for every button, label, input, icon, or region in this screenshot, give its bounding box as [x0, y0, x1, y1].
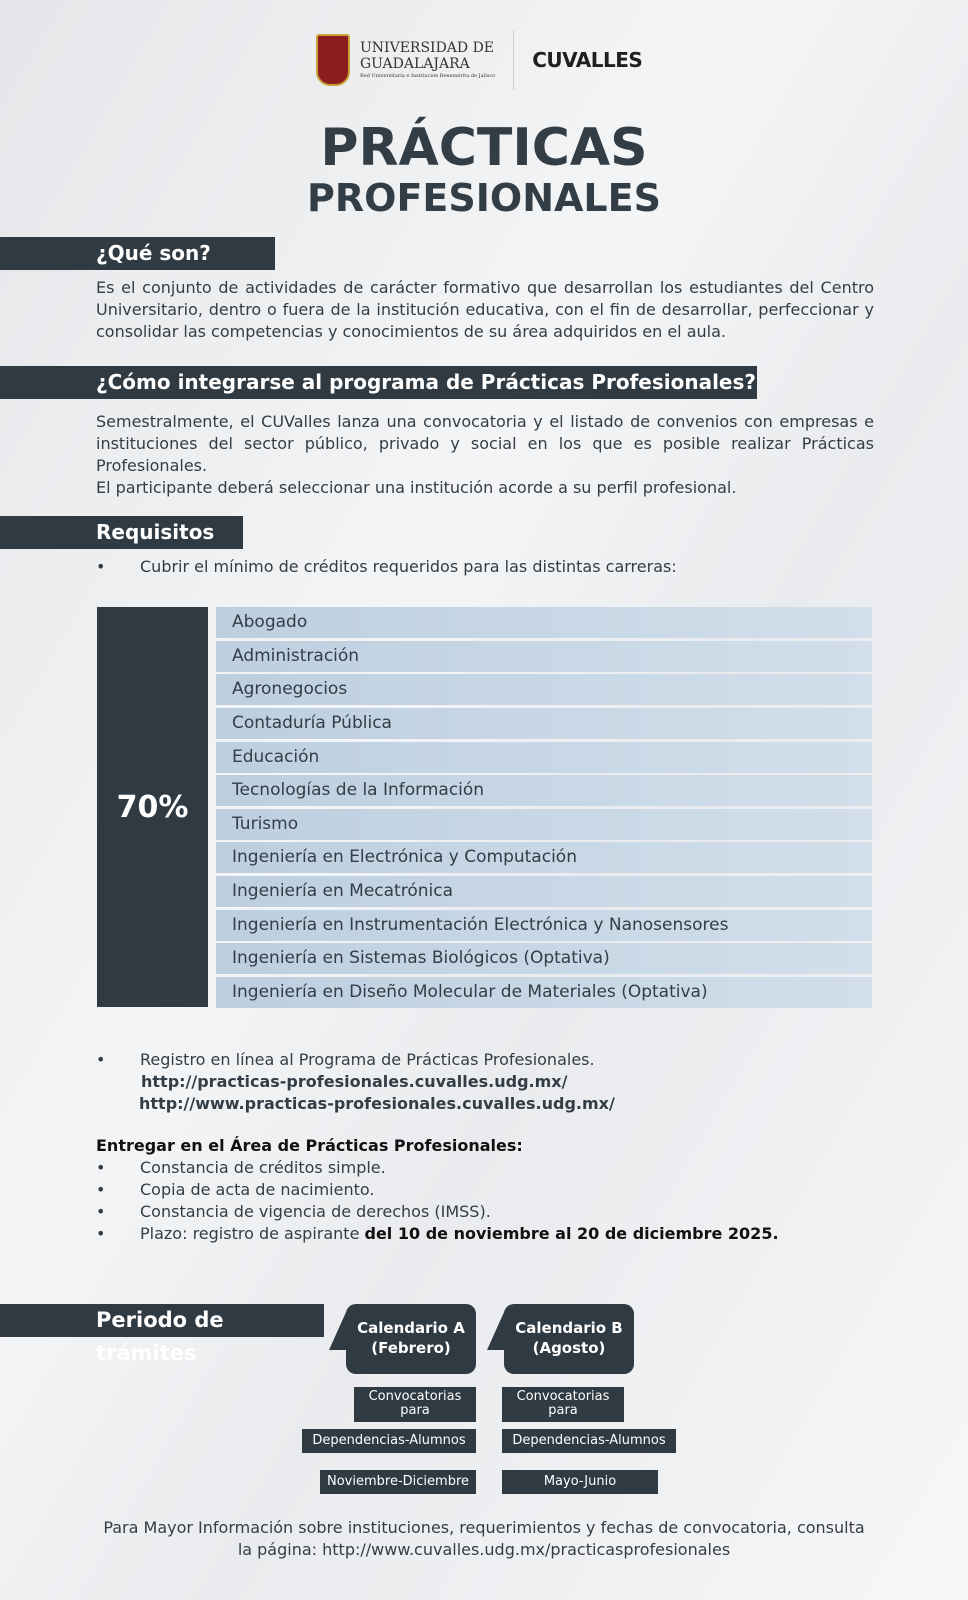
udg-wordmark: UNIVERSIDAD DE GUADALAJARA Red Universitaria e Institución Benemérita de Jalisco: [360, 40, 496, 79]
carrera-row: Ingeniería en Instrumentación Electrónica y Nanosensores: [216, 910, 872, 941]
calendario-a-card: Calendario A (Febrero): [346, 1304, 476, 1374]
carrera-row: Turismo: [216, 809, 872, 840]
convocatorias-a: Convocatorias para: [354, 1387, 476, 1422]
page-title: PRÁCTICAS: [320, 118, 648, 178]
carrera-row: Ingeniería en Sistemas Biológicos (Optativa): [216, 943, 872, 974]
list-item: • Copia de acta de nacimiento.: [96, 1180, 375, 1199]
carrera-row: Administración: [216, 641, 872, 672]
requisito-bullet: • Cubrir el mínimo de créditos requeridos para las distintas carreras:: [96, 557, 677, 576]
header-logos: [316, 30, 642, 90]
registro-bullet: • Registro en línea al Programa de Prácticas Profesionales. http://practicas-profesionales.cuvalles.udg.mx/ http://www.practicas-profesionales.cuvalles.udg.mx/: [96, 1050, 615, 1113]
list-item: • Constancia de créditos simple.: [96, 1158, 386, 1177]
carrera-row: Agronegocios: [216, 674, 872, 705]
link-practicas[interactable]: http://practicas-profesionales.cuvalles.udg.mx/: [141, 1072, 568, 1091]
section-heading-como: ¿Cómo integrarse al programa de Prácticas Profesionales?: [0, 366, 757, 399]
carrera-row: Contaduría Pública: [216, 708, 872, 739]
dependencias-a: Dependencias-Alumnos: [302, 1429, 476, 1453]
entregar-heading: Entregar en el Área de Prácticas Profesionales:: [96, 1136, 523, 1155]
list-item: • Plazo: registro de aspirante del 10 de noviembre al 20 de diciembre 2025.: [96, 1224, 779, 1243]
section-heading-que-son: ¿Qué son?: [0, 237, 275, 270]
footer-link[interactable]: http://www.cuvalles.udg.mx/practicasprofesionales: [322, 1540, 731, 1559]
fechas-a: Noviembre-Diciembre: [320, 1470, 476, 1494]
entregar-list: [96, 1135, 779, 1245]
carreras-list: [216, 607, 872, 1011]
calendario-b-card: Calendario B (Agosto): [504, 1304, 634, 1374]
carrera-row: Ingeniería en Mecatrónica: [216, 876, 872, 907]
carrera-row: Ingeniería en Diseño Molecular de Materiales (Optativa): [216, 977, 872, 1008]
convocatorias-b: Convocatorias para: [502, 1387, 624, 1422]
section-heading-requisitos: Requisitos: [0, 516, 243, 549]
link-www-practicas[interactable]: http://www.practicas-profesionales.cuvalles.udg.mx/: [139, 1094, 615, 1113]
section-heading-periodo: Periodo de trámites: [0, 1304, 324, 1337]
como-text: Semestralmente, el CUValles lanza una convocatoria y el listado de convenios con empresas e instituciones del sector público, privado y social en los que es posible realizar Prácticas Profesionales. El participante deberá seleccionar una institución acorde a su perfil profesional.: [96, 412, 874, 497]
page-subtitle: PROFESIONALES: [307, 176, 661, 220]
que-son-text: Es el conjunto de actividades de carácter formativo que desarrollan los estudiantes del Centro Universitario, dentro o fuera de la institución educativa, con el fin de desarrollar, perfeccionar y consolidar las competencias y conocimientos de su área adquiridos en el aula.: [96, 278, 874, 341]
campus-logo: CUVALLES: [532, 48, 643, 72]
carrera-row: Educación: [216, 742, 872, 773]
carrera-row: Ingeniería en Electrónica y Computación: [216, 842, 872, 873]
carrera-row: Tecnologías de la Información: [216, 775, 872, 806]
tab-shadow: [329, 1310, 347, 1350]
tab-shadow: [487, 1310, 505, 1350]
footer-info: Para Mayor Información sobre instituciones, requerimientos y fechas de convocatoria, consulta la página: http://www.cuvalles.udg.mx/practicasprofesionales: [103, 1518, 865, 1559]
divider: [513, 30, 514, 90]
list-item: • Constancia de vigencia de derechos (IMSS).: [96, 1202, 491, 1221]
percent-badge: 70%: [97, 607, 208, 1007]
dependencias-b: Dependencias-Alumnos: [502, 1429, 676, 1453]
carrera-row: Abogado: [216, 607, 872, 638]
udg-shield-logo: [316, 34, 350, 86]
fechas-b: Mayo-Junio: [502, 1470, 658, 1494]
